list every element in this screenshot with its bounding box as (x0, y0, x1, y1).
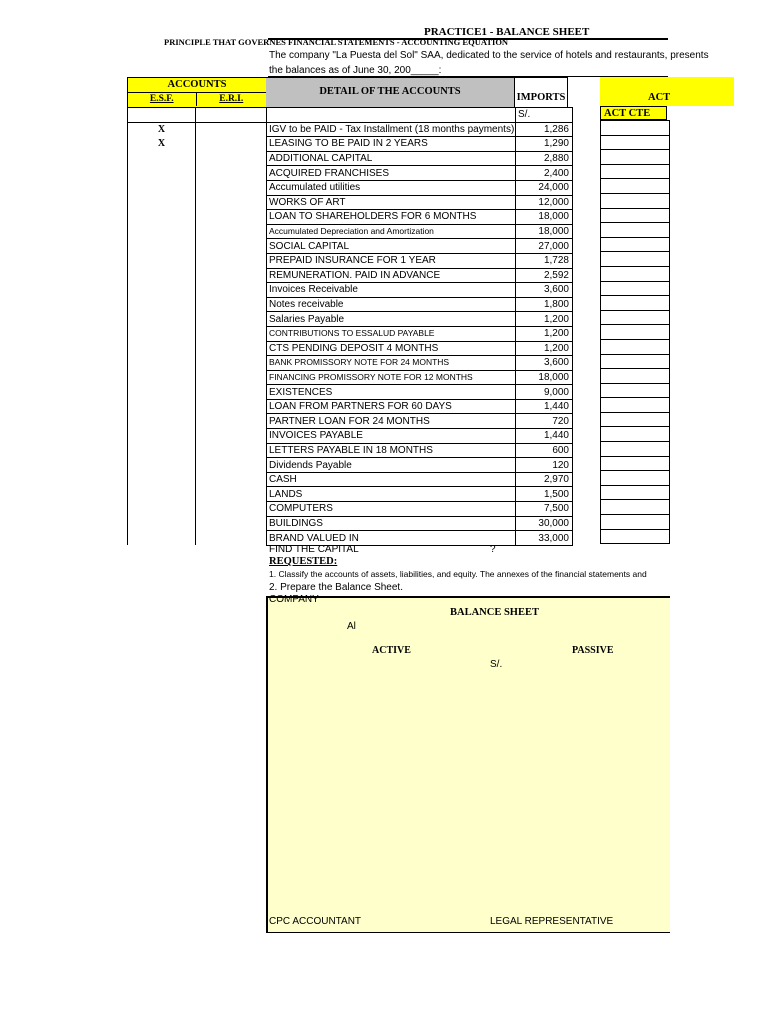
table-row (128, 443, 573, 458)
table-row (128, 268, 573, 283)
account-detail: Salaries Payable (267, 312, 516, 327)
currency-cell: S/. (516, 108, 573, 123)
act-cte-cell (601, 514, 669, 529)
account-detail: EXISTENCES (267, 385, 516, 400)
eri-mark (196, 414, 267, 429)
act-cte-cell (601, 426, 669, 441)
table-row (128, 502, 573, 517)
requirement-2: 2. Prepare the Balance Sheet. (269, 582, 403, 593)
active-label: ACTIVE (372, 645, 411, 656)
imports-header: IMPORTS (515, 77, 568, 108)
esf-cell (128, 108, 196, 123)
al-label: Al (347, 621, 356, 632)
esf-mark (128, 326, 196, 341)
account-detail: Notes receivable (267, 297, 516, 312)
account-amount: 27,000 (516, 239, 573, 254)
account-detail: IGV to be PAID - Tax Installment (18 months payments) (267, 122, 516, 137)
esf-mark (128, 356, 196, 371)
esf-mark (128, 414, 196, 429)
eri-mark (196, 312, 267, 327)
eri-mark (196, 268, 267, 283)
account-detail: LETTERS PAYABLE IN 18 MONTHS (267, 443, 516, 458)
eri-mark (196, 356, 267, 371)
eri-mark (196, 385, 267, 400)
table-row (128, 210, 573, 225)
esf-mark (128, 253, 196, 268)
esf-mark (128, 151, 196, 166)
table-row (128, 472, 573, 487)
esf-mark (128, 224, 196, 239)
esf-mark (128, 370, 196, 385)
eri-mark (196, 180, 267, 195)
table-row (128, 253, 573, 268)
account-detail: BUILDINGS (267, 516, 516, 531)
eri-mark (196, 210, 267, 225)
account-amount: 2,400 (516, 166, 573, 181)
act-cte-cell (601, 237, 669, 252)
table-row (128, 224, 573, 239)
account-detail: PARTNER LOAN FOR 24 MONTHS (267, 414, 516, 429)
act-cte-cell (601, 149, 669, 164)
esf-mark (128, 399, 196, 414)
intro-line-1: The company "La Puesta del Sol" SAA, dedicated to the service of hotels and restaurants, presents (269, 50, 709, 61)
esf-mark (128, 531, 196, 546)
account-detail: Accumulated Depreciation and Amortization (267, 224, 516, 239)
account-detail: PREPAID INSURANCE FOR 1 YEAR (267, 253, 516, 268)
act-cte-cell (601, 310, 669, 325)
act-cte-cell (601, 208, 669, 223)
accounts-header (127, 77, 267, 108)
account-amount: 7,500 (516, 502, 573, 517)
account-amount: 3,600 (516, 283, 573, 298)
eri-mark (196, 341, 267, 356)
table-row (128, 516, 573, 531)
table-row (128, 137, 573, 152)
eri-mark (196, 429, 267, 444)
eri-mark (196, 166, 267, 181)
act-cte-cell (601, 164, 669, 179)
esf-mark (128, 443, 196, 458)
account-detail: BANK PROMISSORY NOTE FOR 24 MONTHS (267, 356, 516, 371)
act-cte-cell (601, 324, 669, 339)
account-amount: 120 (516, 458, 573, 473)
eri-mark (196, 283, 267, 298)
eri-mark (196, 326, 267, 341)
sheet-currency: S/. (490, 659, 503, 670)
balance-sheet-box (266, 596, 670, 933)
account-amount: 24,000 (516, 180, 573, 195)
esf-mark (128, 239, 196, 254)
table-row (128, 151, 573, 166)
act-cte-cell (601, 251, 669, 266)
account-amount: 18,000 (516, 224, 573, 239)
act-cte-cell (601, 470, 669, 485)
account-amount: 1,290 (516, 137, 573, 152)
esf-mark (128, 516, 196, 531)
account-detail: SOCIAL CAPITAL (267, 239, 516, 254)
legal-representative-signature: LEGAL REPRESENTATIVE (490, 916, 614, 927)
account-amount: 1,500 (516, 487, 573, 502)
account-detail: FINANCING PROMISSORY NOTE FOR 12 MONTHS (267, 370, 516, 385)
esf-mark (128, 180, 196, 195)
eri-mark (196, 239, 267, 254)
account-detail: Accumulated utilities (267, 180, 516, 195)
esf-mark (128, 472, 196, 487)
esf-mark (128, 268, 196, 283)
act-cte-header: ACT CTE (600, 106, 667, 120)
esf-mark (128, 166, 196, 181)
table-row (128, 399, 573, 414)
esf-mark (128, 385, 196, 400)
account-detail: LANDS (267, 487, 516, 502)
eri-mark (196, 458, 267, 473)
eri-mark (196, 531, 267, 546)
account-amount: 1,200 (516, 326, 573, 341)
act-cte-cell (601, 222, 669, 237)
table-row (128, 180, 573, 195)
find-capital: FIND THE CAPITAL (269, 544, 359, 555)
eri-mark (196, 502, 267, 517)
eri-cell (196, 108, 267, 123)
eri-mark (196, 253, 267, 268)
eri-mark (196, 224, 267, 239)
esf-mark (128, 312, 196, 327)
account-amount: 1,440 (516, 429, 573, 444)
eri-mark (196, 122, 267, 137)
act-cte-cell (601, 135, 669, 150)
table-row (128, 326, 573, 341)
table-row (128, 312, 573, 327)
account-detail: LOAN FROM PARTNERS FOR 60 DAYS (267, 399, 516, 414)
table-row (128, 122, 573, 137)
account-amount: 2,970 (516, 472, 573, 487)
account-amount: 2,592 (516, 268, 573, 283)
table-row (128, 370, 573, 385)
page-subtitle: PRINCIPLE THAT GOVERNES FINANCIAL STATEMENTS - ACCOUNTING EQUATION (164, 37, 509, 47)
esf-mark (128, 210, 196, 225)
account-detail: Invoices Receivable (267, 283, 516, 298)
page-title: PRACTICE1 - BALANCE SHEET (424, 26, 590, 38)
account-amount: 12,000 (516, 195, 573, 210)
balance-sheet-title: BALANCE SHEET (450, 607, 539, 618)
table-row (128, 414, 573, 429)
esf-mark (128, 502, 196, 517)
accounts-table (127, 107, 573, 546)
account-amount: 18,000 (516, 370, 573, 385)
account-amount: 30,000 (516, 516, 573, 531)
act-cte-cell (601, 178, 669, 193)
account-detail: INVOICES PAYABLE (267, 429, 516, 444)
act-cte-cell (601, 529, 669, 544)
account-amount: 720 (516, 414, 573, 429)
account-detail: ACQUIRED FRANCHISES (267, 166, 516, 181)
account-amount: 9,000 (516, 385, 573, 400)
table-row (128, 166, 573, 181)
table-row (128, 385, 573, 400)
esf-mark (128, 297, 196, 312)
esf-mark (128, 458, 196, 473)
account-amount: 3,600 (516, 356, 573, 371)
accountant-signature: CPC ACCOUNTANT (269, 916, 362, 927)
esf-mark (128, 341, 196, 356)
detail-cell (267, 108, 516, 123)
act-cte-cell (601, 266, 669, 281)
account-amount: 600 (516, 443, 573, 458)
account-amount: 1,728 (516, 253, 573, 268)
eri-header: E.R.I. (219, 94, 244, 104)
act-cte-cell (601, 412, 669, 427)
account-amount: 1,200 (516, 341, 573, 356)
eri-mark (196, 137, 267, 152)
act-cte-cell (601, 441, 669, 456)
eri-mark (196, 516, 267, 531)
table-row (128, 487, 573, 502)
account-detail: REMUNERATION. PAID IN ADVANCE (267, 268, 516, 283)
esf-header: E.S.F. (128, 93, 197, 106)
eri-mark (196, 370, 267, 385)
eri-mark (196, 399, 267, 414)
act-cte-cell (601, 295, 669, 310)
account-amount: 18,000 (516, 210, 573, 225)
esf-mark (128, 283, 196, 298)
currency-row (128, 108, 573, 123)
act-cte-cell (601, 339, 669, 354)
account-detail: ADDITIONAL CAPITAL (267, 151, 516, 166)
esf-mark: X (128, 122, 196, 137)
act-cte-cell (601, 120, 669, 135)
act-cte-cell (601, 397, 669, 412)
esf-mark (128, 487, 196, 502)
account-detail: CASH (267, 472, 516, 487)
account-amount: 1,440 (516, 399, 573, 414)
account-detail: LEASING TO BE PAID IN 2 YEARS (267, 137, 516, 152)
eri-mark (196, 443, 267, 458)
act-cte-cell (601, 368, 669, 383)
eri-mark (196, 195, 267, 210)
account-detail: COMPUTERS (267, 502, 516, 517)
act-cte-cell (601, 193, 669, 208)
account-detail: WORKS OF ART (267, 195, 516, 210)
act-cte-cell (601, 485, 669, 500)
question-mark: ? (490, 544, 496, 555)
table-row (128, 239, 573, 254)
table-row (128, 429, 573, 444)
table-row (128, 356, 573, 371)
account-detail: LOAN TO SHAREHOLDERS FOR 6 MONTHS (267, 210, 516, 225)
table-row (128, 458, 573, 473)
account-amount: 33,000 (516, 531, 573, 546)
passive-label: PASSIVE (572, 645, 614, 656)
esf-mark (128, 195, 196, 210)
table-row (128, 341, 573, 356)
account-detail: CONTRIBUTIONS TO ESSALUD PAYABLE (267, 326, 516, 341)
esf-mark: X (128, 137, 196, 152)
account-amount: 1,286 (516, 122, 573, 137)
act-cte-cell (601, 456, 669, 471)
act-cte-cell (601, 499, 669, 514)
account-amount: 1,200 (516, 312, 573, 327)
esf-mark (128, 429, 196, 444)
accounts-header-label: ACCOUNTS (128, 78, 266, 93)
intro-line-2: the balances as of June 30, 200_____: (269, 65, 442, 76)
company-label: COMPANY (269, 594, 319, 605)
account-detail: CTS PENDING DEPOSIT 4 MONTHS (267, 341, 516, 356)
table-row (128, 297, 573, 312)
eri-mark (196, 487, 267, 502)
account-amount: 2,880 (516, 151, 573, 166)
table-row (128, 283, 573, 298)
detail-header: DETAIL OF THE ACCOUNTS (266, 77, 515, 108)
eri-mark (196, 472, 267, 487)
act-cte-cell (601, 354, 669, 369)
requirement-1: 1. Classify the accounts of assets, liabilities, and equity. The annexes of the financial statements and (269, 569, 647, 579)
act-label: ACT (648, 92, 671, 103)
account-detail: Dividends Payable (267, 458, 516, 473)
account-detail: BRAND VALUED IN (267, 531, 516, 546)
act-cte-column (600, 120, 670, 544)
act-cte-cell (601, 383, 669, 398)
requested-label: REQUESTED: (269, 556, 338, 567)
table-row (128, 195, 573, 210)
act-cte-cell (601, 281, 669, 296)
eri-mark (196, 151, 267, 166)
account-amount: 1,800 (516, 297, 573, 312)
eri-mark (196, 297, 267, 312)
